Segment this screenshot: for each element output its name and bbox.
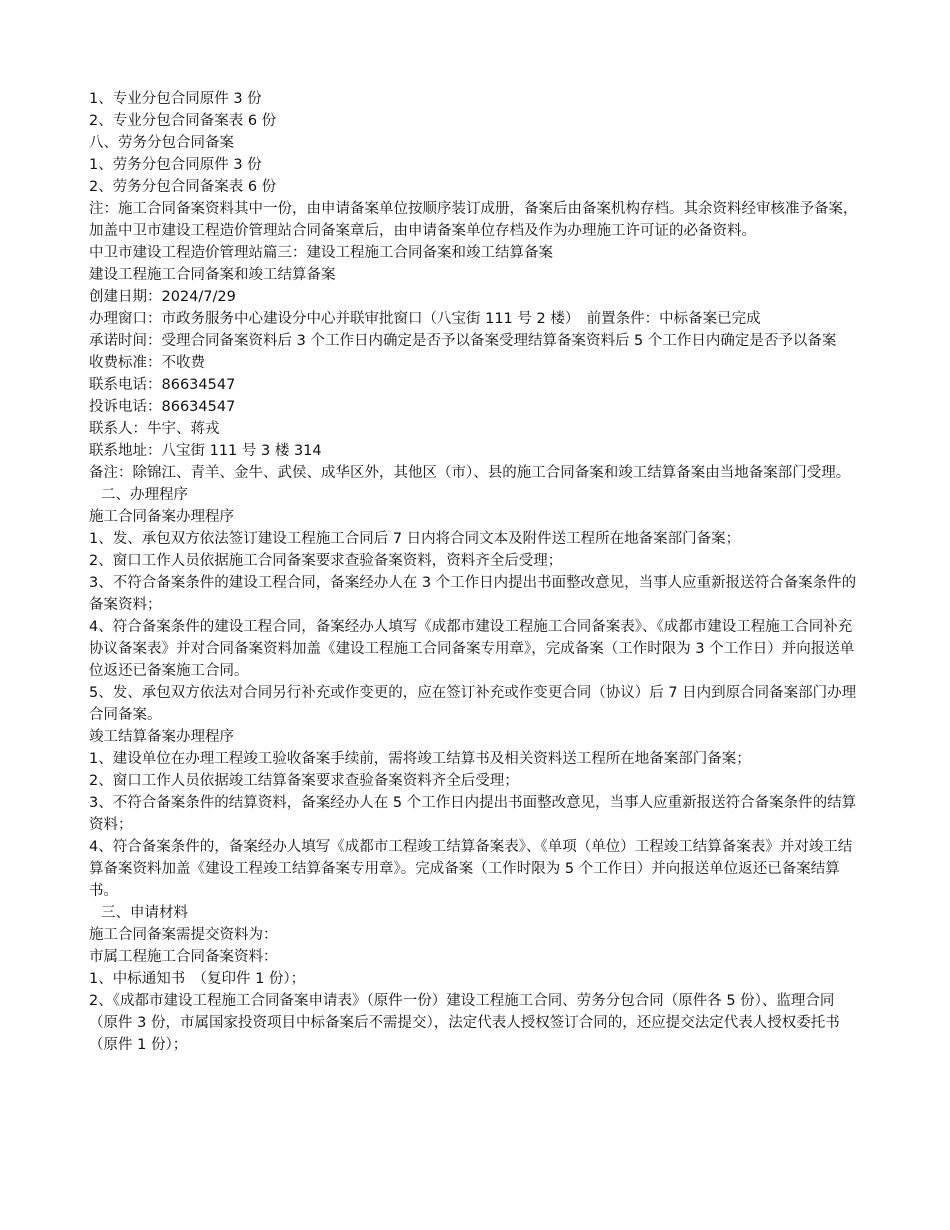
section-heading: 二、办理程序 bbox=[101, 487, 188, 503]
section-heading: 八、劳务分包合同备案 bbox=[89, 135, 234, 151]
text-line: 1、劳务分包合同原件 3 份 bbox=[89, 157, 262, 173]
procedure-step: 3、不符合备案条件的结算资料，备案经办人在 5 个工作日内提出书面整改意见，当事人应重新报送符合备案条件的结算资料； bbox=[89, 795, 857, 833]
text-line: 1、专业分包合同原件 3 份 bbox=[89, 91, 262, 107]
subsection-heading: 竣工结算备案办理程序 bbox=[89, 729, 234, 745]
promise-time: 承诺时间：受理合同备案资料后 3 个工作日内确定是否予以备案受理结算备案资料后 5 个工作日内确定是否予以备案 bbox=[89, 333, 837, 349]
subsection-heading: 施工合同备案办理程序 bbox=[89, 509, 234, 525]
contact-person: 联系人：牛宇、蒋戎 bbox=[89, 421, 220, 437]
text-line: 2、专业分包合同备案表 6 份 bbox=[89, 113, 277, 129]
procedure-step: 2、窗口工作人员依据竣工结算备案要求查验备案资料齐全后受理； bbox=[89, 773, 519, 789]
contact-address: 联系地址：八宝街 111 号 3 楼 314 bbox=[89, 443, 322, 459]
procedure-step: 5、发、承包双方依法对合同另行补充或作变更的，应在签订补充或作变更合同（协议）后 7 日内到原合同备案部门办理合同备案。 bbox=[89, 685, 857, 723]
material-item: 1、中标通知书 （复印件 1 份）； bbox=[89, 971, 306, 987]
procedure-step: 4、符合备案条件的建设工程合同，备案经办人填写《成都市建设工程施工合同备案表》、《成都市建设工程施工合同补充协议备案表》并对合同备案资料加盖《建设工程施工合同备案专用章》，完成备案（工作时限为 3 个工作日）并向报送单位返还已备案施工合同。 bbox=[89, 619, 855, 679]
material-item: 2、《成都市建设工程施工合同备案申请表》（原件一份）建设工程施工合同、劳务分包合同（原件各 5 份）、监理合同（原件 3 份，市属国家投资项目中标备案后不需提交），法定代表人授权签订合同的，还应提交法定代表人授权委托书（原件 1 份）； bbox=[89, 993, 840, 1053]
remark-paragraph: 备注：除锦江、青羊、金牛、武侯、成华区外，其他区（市）、县的施工合同备案和竣工结算备案由当地备案部门受理。 bbox=[89, 465, 851, 481]
complaint-phone: 投诉电话：86634547 bbox=[89, 399, 236, 415]
document-body bbox=[89, 88, 859, 1056]
procedure-step: 2、窗口工作人员依据施工合同备案要求查验备案资料，资料齐全后受理； bbox=[89, 553, 563, 569]
procedure-step: 1、建设单位在办理工程竣工验收备案手续前，需将竣工结算书及相关资料送工程所在地备案部门备案； bbox=[89, 751, 751, 767]
text-line: 市属工程施工合同备案资料： bbox=[89, 949, 278, 965]
text-line: 2、劳务分包合同备案表 6 份 bbox=[89, 179, 277, 195]
document-title: 建设工程施工合同备案和竣工结算备案 bbox=[89, 267, 336, 283]
procedure-step: 1、发、承包双方依法签订建设工程施工合同后 7 日内将合同文本及附件送工程所在地备案部门备案； bbox=[89, 531, 741, 547]
service-window: 办理窗口：市政务服务中心建设分中心并联审批窗口（八宝街 111 号 2 楼） 前置条件：中标备案已完成 bbox=[89, 311, 761, 327]
created-date: 创建日期：2024/7/29 bbox=[89, 289, 236, 305]
note-paragraph: 注：施工合同备案资料其中一份，由申请备案单位按顺序装订成册，备案后由备案机构存档。其余资料经审核准予备案，加盖中卫市建设工程造价管理站合同备案章后，由申请备案单位存档及作为办理施工许可证的必备资料。 bbox=[89, 201, 858, 239]
chapter-heading: 中卫市建设工程造价管理站篇三：建设工程施工合同备案和竣工结算备案 bbox=[89, 245, 553, 261]
text-line: 施工合同备案需提交资料为： bbox=[89, 927, 278, 943]
section-heading: 三、申请材料 bbox=[101, 905, 188, 921]
procedure-step: 4、符合备案条件的，备案经办人填写《成都市工程竣工结算备案表》、《单项（单位）工程竣工结算备案表》并对竣工结算备案资料加盖《建设工程竣工结算备案专用章》。完成备案（工作时限为 5 个工作日）并向报送单位返还已备案结算书。 bbox=[89, 839, 853, 899]
fee-standard: 收费标准：不收费 bbox=[89, 355, 205, 371]
contact-phone: 联系电话：86634547 bbox=[89, 377, 236, 393]
procedure-step: 3、不符合备案条件的建设工程合同，备案经办人在 3 个工作日内提出书面整改意见，当事人应重新报送符合备案条件的备案资料； bbox=[89, 575, 857, 613]
